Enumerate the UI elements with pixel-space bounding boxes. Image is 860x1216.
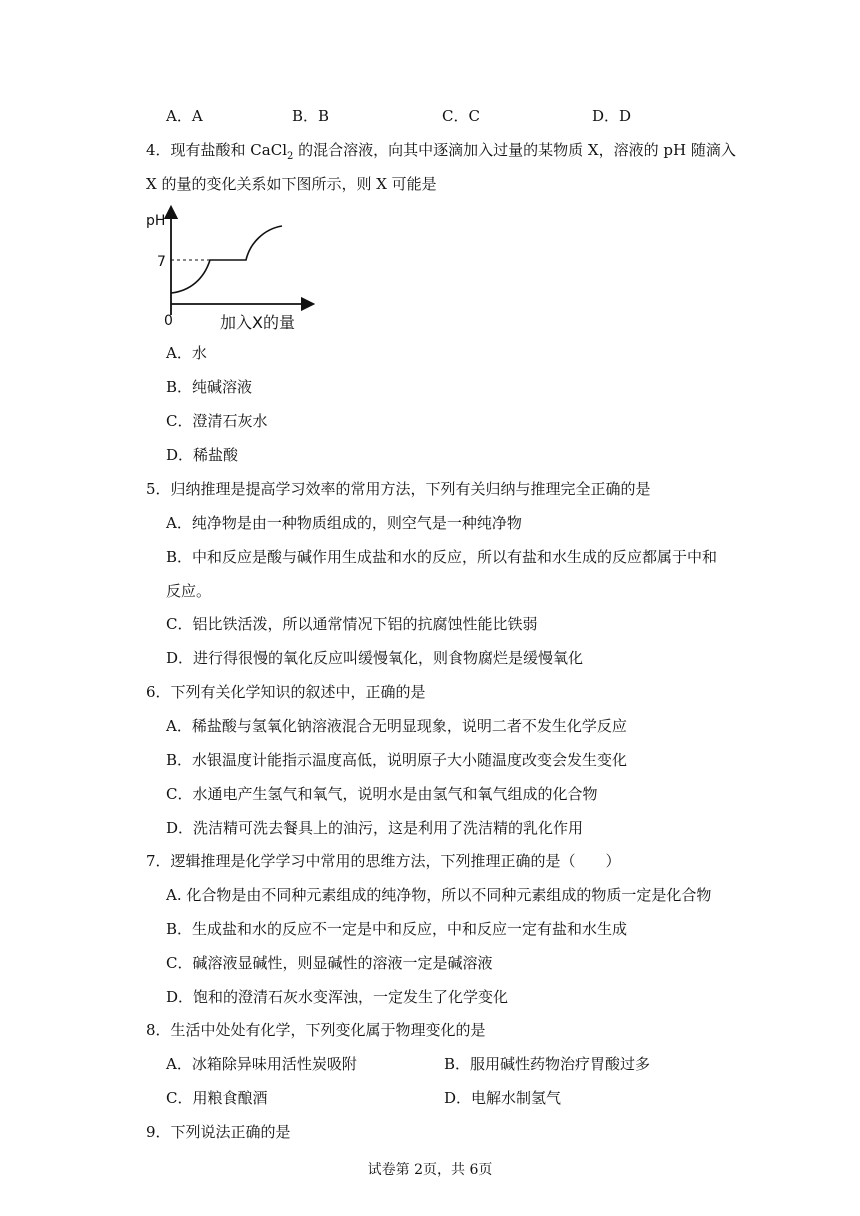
q5-option-d: D．进行得很慢的氧化反应叫缓慢氧化，则食物腐烂是缓慢氧化: [166, 649, 584, 667]
page-footer: 试卷第 2页，共 6页: [367, 1162, 493, 1178]
q6-option-b: B．水银温度计能指示温度高低，说明原子大小随温度改变会发生变化: [166, 751, 628, 769]
q8-option-c: C．用粮食酿酒: [166, 1089, 268, 1107]
q6-option-a: A．稀盐酸与氢氧化钠溶液混合无明显现象，说明二者不发生化学反应: [166, 717, 627, 735]
q5-option-b-line2: 反应。: [166, 582, 212, 600]
q9-stem: 9．下列说法正确的是: [146, 1123, 291, 1141]
q7-option-a: A. 化合物是由不同种元素组成的纯净物，所以不同种元素组成的物质一定是化合物: [166, 886, 712, 904]
x-axis-label: 加入X的量: [220, 313, 295, 332]
y-tick-label-7: 7: [157, 254, 166, 270]
q5-option-a: A．纯净物是由一种物质组成的，则空气是一种纯净物: [166, 514, 522, 532]
q4-stem-line1: 4．现有盐酸和 CaCl$_2$ 的混合溶液，向其中逐滴加入过量的某物质 X，溶液的 pH 随滴入: [146, 141, 736, 162]
q4-option-a: A．水: [166, 344, 207, 362]
q4-option-d: D．稀盐酸: [166, 446, 239, 464]
q6-option-d: D．洗洁精可洗去餐具上的油污，这是利用了洗洁精的乳化作用: [166, 819, 584, 837]
q5-stem: 5．归纳推理是提高学习效率的常用方法，下列有关归纳与推理完全正确的是: [146, 480, 651, 498]
q7-option-d: D．饱和的澄清石灰水变浑浊，一定发生了化学变化: [166, 988, 509, 1006]
q7-stem: 7．逻辑推理是化学学习中常用的思维方法，下列推理正确的是（ ）: [146, 852, 621, 870]
q8-stem: 8．生活中处处有化学，下列变化属于物理变化的是: [146, 1021, 486, 1039]
q3-option-d: D．D: [592, 107, 632, 125]
q6-option-c: C．水通电产生氢气和氧气，说明水是由氢气和氧气组成的化合物: [166, 785, 598, 803]
q4-option-c: C．澄清石灰水: [166, 412, 268, 430]
q3-option-a: A．A: [166, 107, 203, 125]
q4-option-b: B．纯碱溶液: [166, 378, 253, 396]
q3-option-c: C．C: [442, 107, 480, 125]
q6-stem: 6．下列有关化学知识的叙述中，正确的是: [146, 683, 426, 701]
q8-option-a: A．冰箱除异味用活性炭吸附: [166, 1055, 357, 1073]
q8-option-b: B．服用碱性药物治疗胃酸过多: [444, 1055, 651, 1073]
y-axis-label: pH: [146, 213, 166, 229]
q5-option-c: C．铝比铁活泼，所以通常情况下铝的抗腐蚀性能比铁弱: [166, 615, 538, 633]
ph-chart: [146, 207, 320, 335]
q7-option-b: B．生成盐和水的反应不一定是中和反应，中和反应一定有盐和水生成: [166, 920, 628, 938]
q5-option-b-line1: B．中和反应是酸与碱作用生成盐和水的反应，所以有盐和水生成的反应都属于中和: [166, 548, 718, 566]
q4-stem-line2: X 的量的变化关系如下图所示，则 X 可能是: [146, 175, 437, 193]
ph-curve: [171, 226, 282, 293]
q3-option-b: B．B: [292, 107, 330, 125]
origin-label: 0: [164, 313, 173, 329]
q7-option-c: C．碱溶液显碱性，则显碱性的溶液一定是碱溶液: [166, 954, 493, 972]
q8-option-d: D．电解水制氢气: [444, 1089, 562, 1107]
